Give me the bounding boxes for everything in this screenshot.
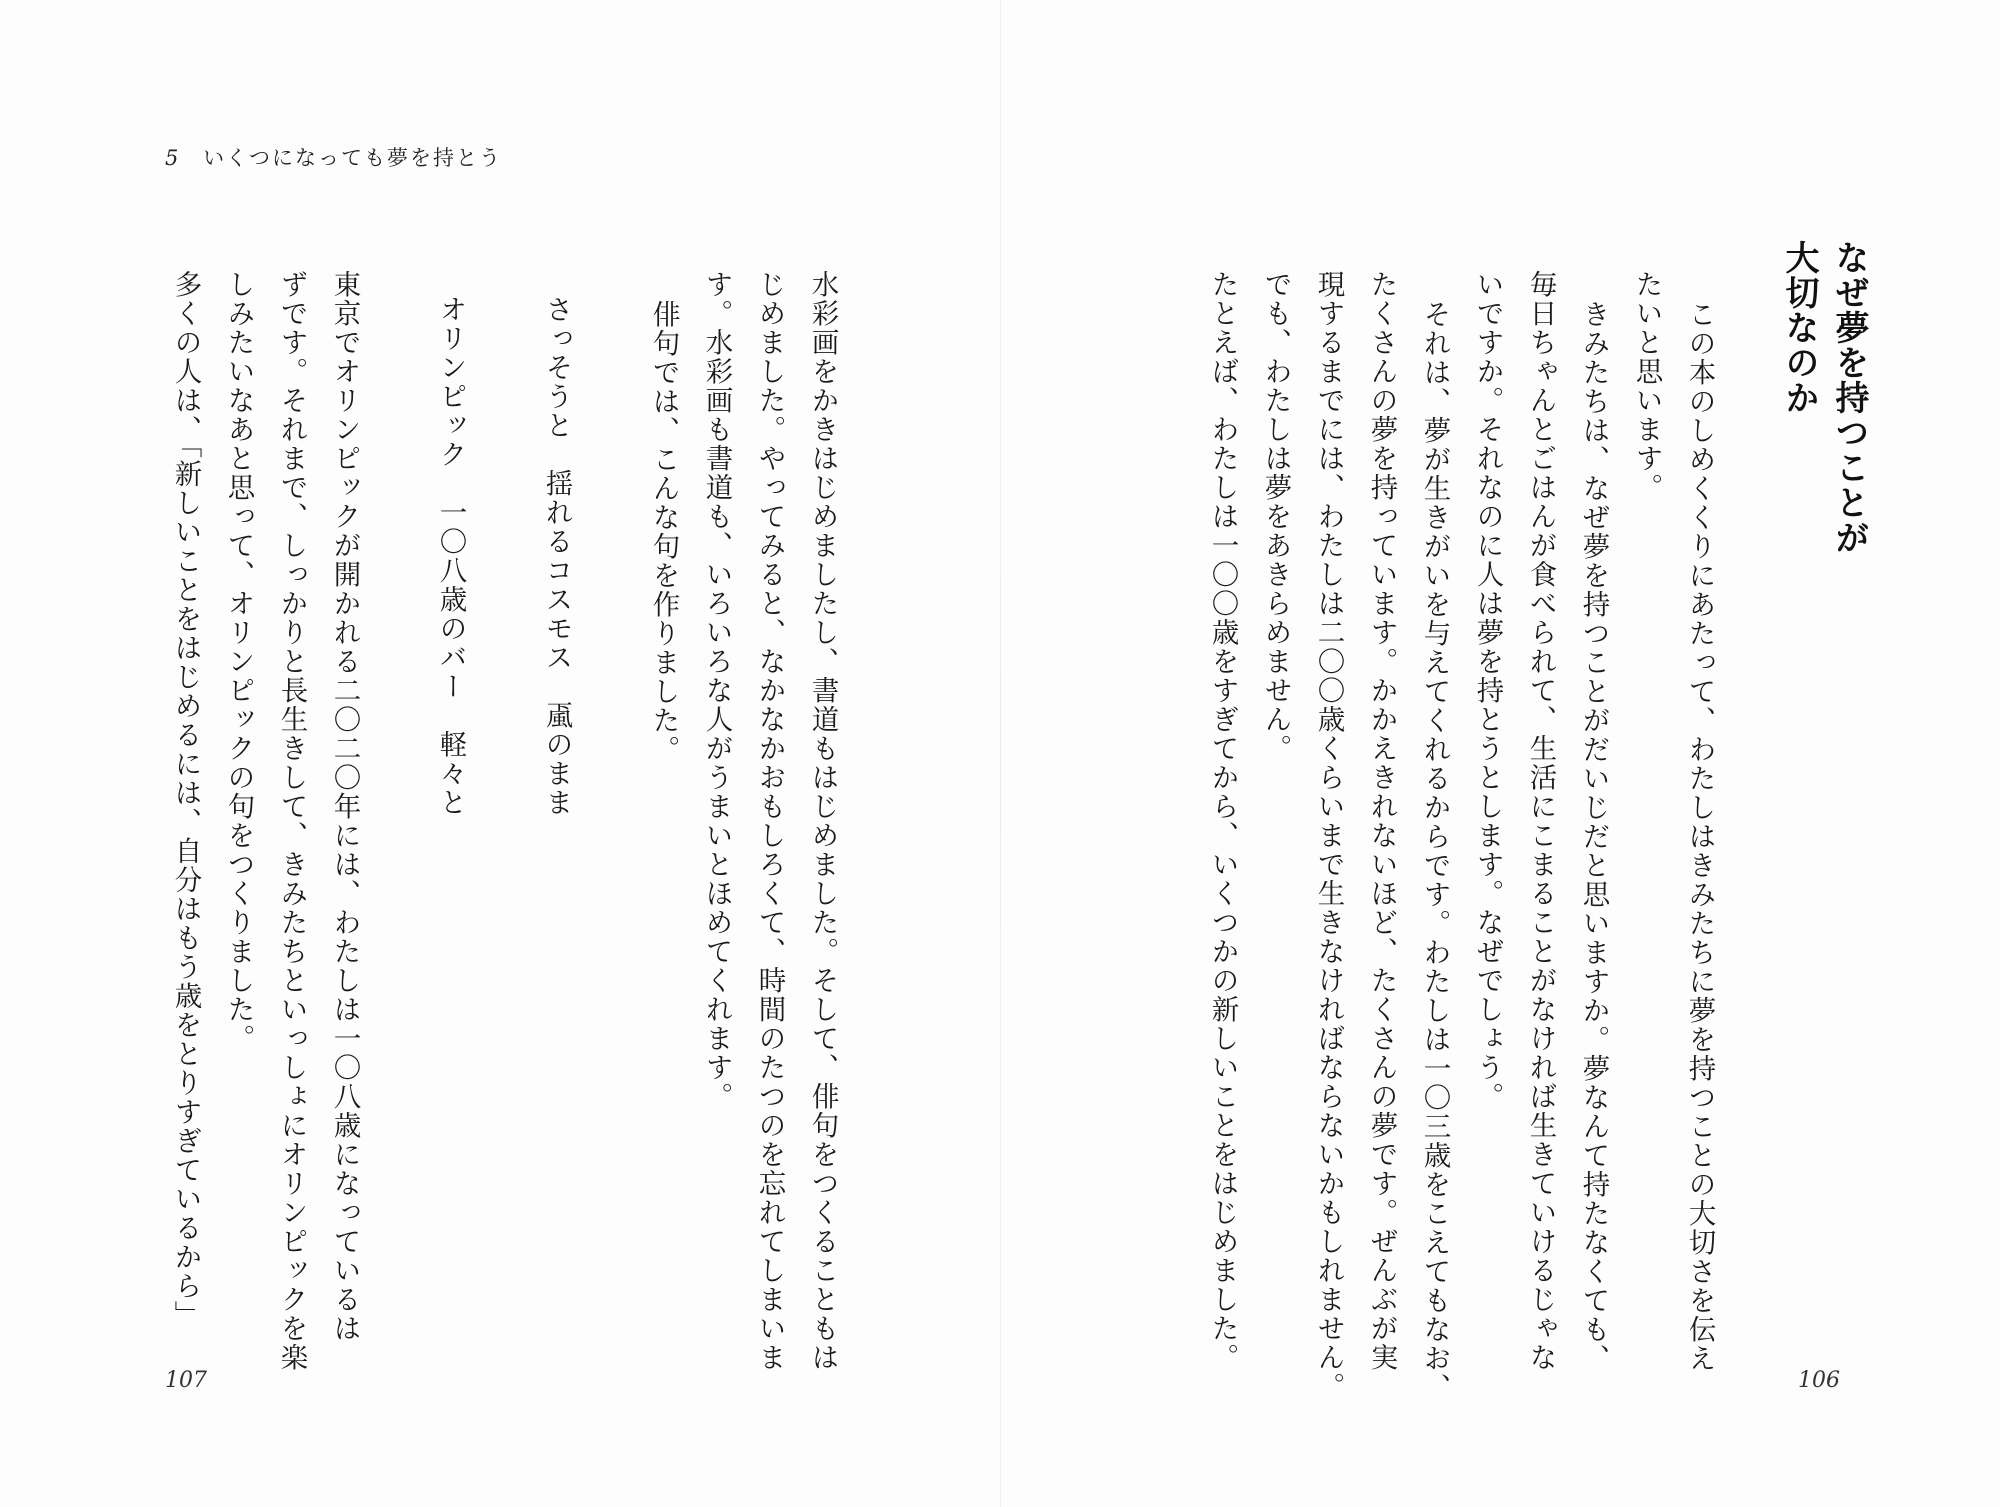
body-line: たいと思います。 [1630,270,1663,502]
body-line: いですか。それなのに人は夢を持とうとします。なぜでしょう。 [1471,270,1504,1111]
body-line: 多くの人は、「新しいことをはじめるには、自分はもう歳をとりすぎているから」 [169,270,202,1330]
haiku-line: さっそうと 揺れるコスモス 颪のまま [540,295,573,817]
body-line: きみたちは、なぜ夢を持つことがだいじだと思いますか。夢なんて持たなくても、 [1577,300,1610,1373]
page-gutter [1000,0,1001,1507]
running-head [165,142,502,172]
body-line: 現するまでには、わたしは二〇〇歳くらいまで生きなければならないかもしれません。 [1312,270,1345,1401]
body-line: しみたいなあと思って、オリンピックの句をつくりました。 [222,270,255,1053]
haiku-line: オリンピック 一〇八歳のバー 軽々と [434,295,467,817]
section-heading-line-1: なぜ夢を持つことが [1829,240,1869,555]
body-line: 毎日ちゃんとごはんが食べられて、生活にこまることがなければ生きていけるじゃな [1524,270,1557,1372]
chapter-title: いくつになっても夢を持とう [203,146,503,170]
body-line: す。水彩画も書道も、いろいろな人がうまいとほめてくれます。 [700,270,733,1111]
body-line: ずです。それまで、しっかりと長生きして、きみたちといっしょにオリンピックを楽 [275,270,308,1372]
body-line: それは、夢が生きがいを与えてくれるからです。わたしは一〇三歳をこえてもなお、 [1418,300,1451,1402]
body-line: たくさんの夢を持っています。かかえきれないほど、たくさんの夢です。ぜんぶが実 [1365,270,1398,1372]
section-heading-line-2: 大切なのか [1779,240,1819,415]
page-number-right: 106 [1798,1368,1840,1393]
body-line: じめました。やってみると、なかなかおもしろくて、時間のたつのを忘れてしまいま [753,270,786,1372]
body-line: でも、わたしは夢をあきらめません。 [1259,270,1292,763]
body-line: 俳句では、こんな句を作りました。 [647,300,680,764]
body-line: 水彩画をかきはじめましたし、書道もはじめました。そして、俳句をつくることもは [806,270,839,1372]
body-line: 東京でオリンピックが開かれる二〇二〇年には、わたしは一〇八歳になっているは [328,270,361,1343]
chapter-number: 5 [165,146,181,170]
page-number-left: 107 [165,1368,207,1393]
body-line: たとえば、わたしは一〇〇歳をすぎてから、いくつかの新しいことをはじめました。 [1206,270,1239,1372]
body-line: この本のしめくくりにあたって、わたしはきみたちに夢を持つことの大切さを伝え [1683,300,1716,1373]
